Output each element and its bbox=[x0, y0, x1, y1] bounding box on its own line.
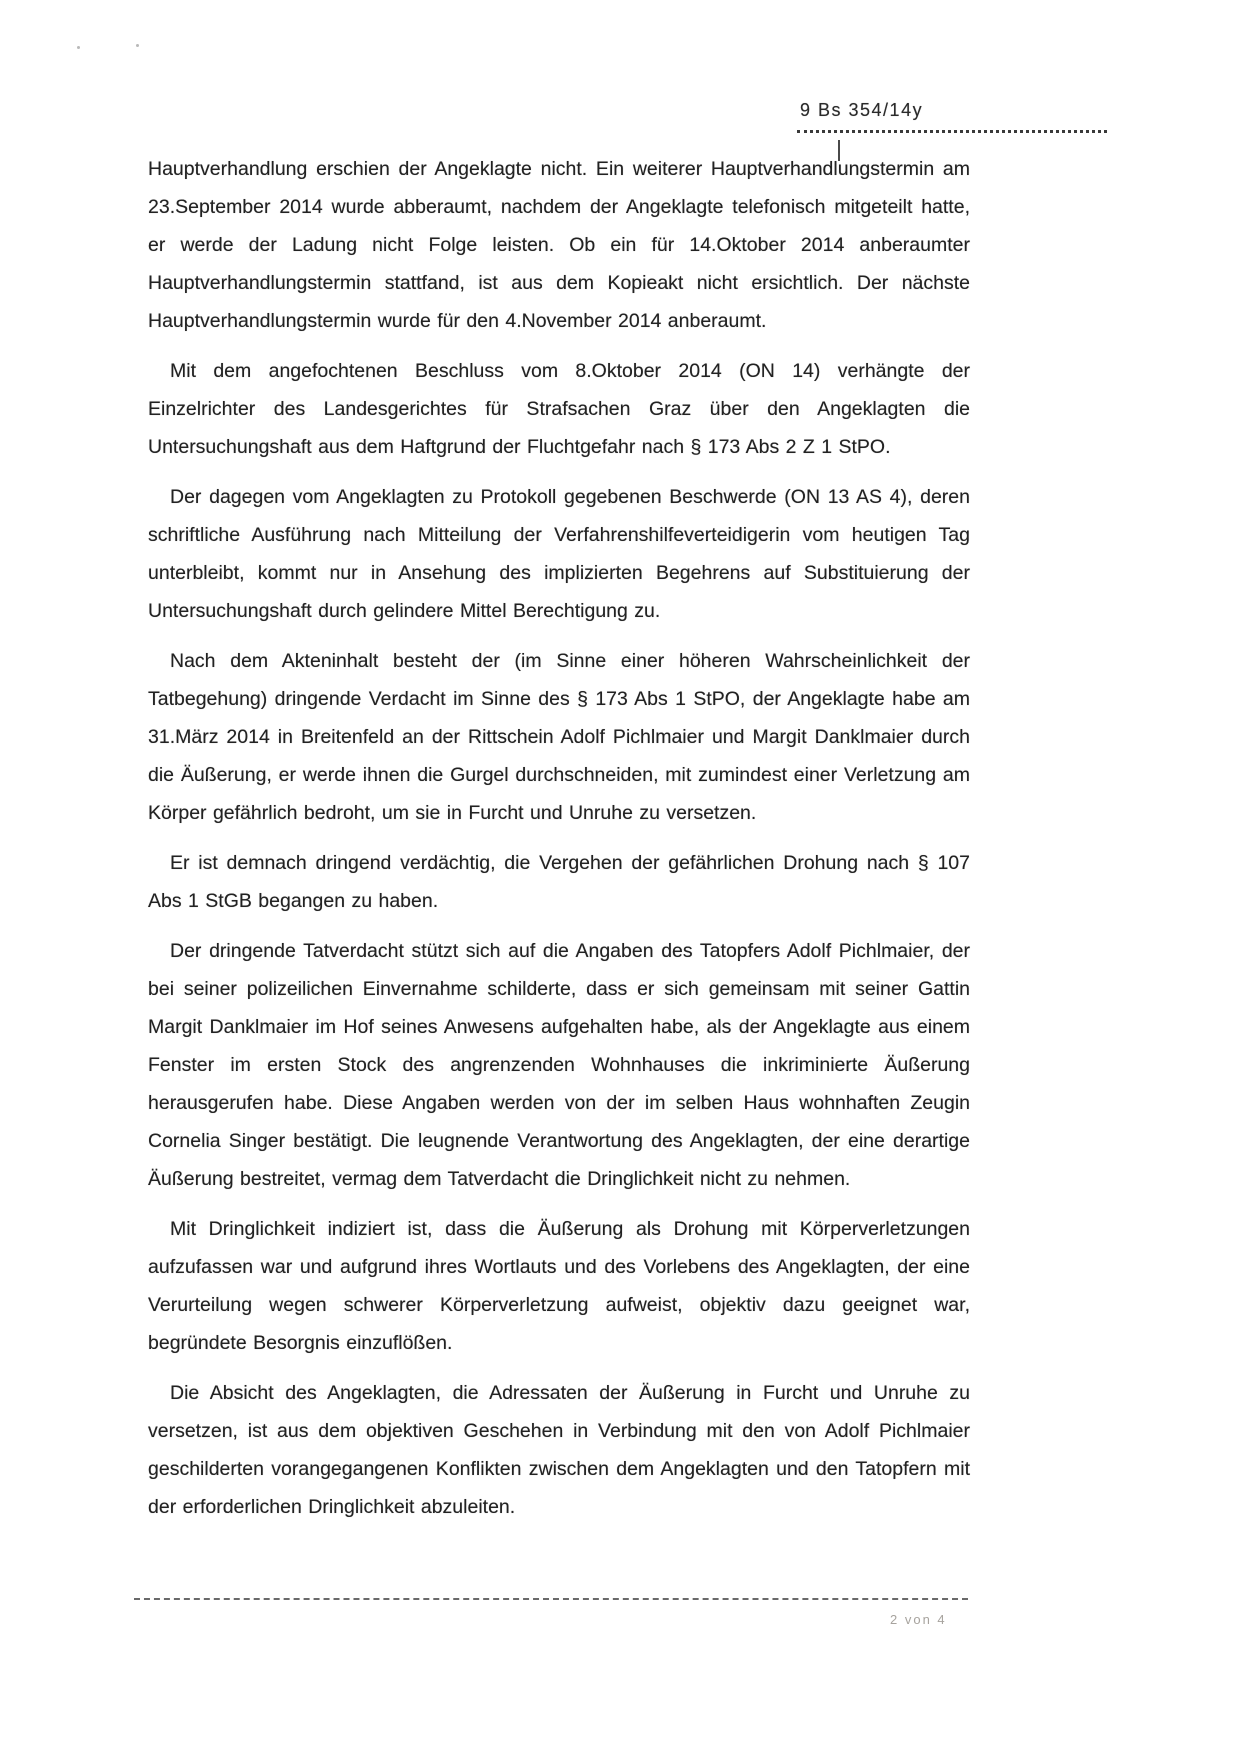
scan-artifact-dot bbox=[77, 46, 80, 49]
paragraph: Der dagegen vom Angeklagten zu Protokoll gegebenen Beschwerde (ON 13 AS 4), deren schriftliche Ausführung nach Mitteilung der Verfahrenshilfeverteidigerin vom heutigen Tag unterbleibt, kommt nur in Ansehung des implizierten Begehrens auf Substituierung der Untersuchungshaft durch gelindere Mittel Berechtigung zu. bbox=[148, 486, 970, 622]
case-reference-number: 9 Bs 354/14y bbox=[800, 100, 924, 120]
paragraph: Er ist demnach dringend verdächtig, die Vergehen der gefährlichen Drohung nach § 107 Abs 1 StGB begangen zu haben. bbox=[148, 852, 970, 912]
page-number-indicator: 2 von 4 bbox=[890, 1612, 947, 1627]
paragraph: Die Absicht des Angeklagten, die Adressaten der Äußerung in Furcht und Unruhe zu versetzen, ist aus dem objektiven Geschehen in Verbindung mit den von Adolf Pichlmaier geschilderten vorangegangenen Konflikten zwischen dem Angeklagten und den Tatopfern mit der erforderlichen Dringlichkeit abzuleiten. bbox=[148, 1382, 970, 1518]
reference-dotted-underline bbox=[797, 130, 1107, 133]
paragraph: Der dringende Tatverdacht stützt sich auf die Angaben des Tatopfers Adolf Pichlmaier, der bei seiner polizeilichen Einvernahme schilderte, dass er sich gemeinsam mit seiner Gattin Margit Danklmaier im Hof seines Anwesens aufgehalten habe, als der Angeklagte aus einem Fenster im ersten Stock des angrenzenden Wohnhauses die inkriminierte Äußerung herausgerufen habe. Diese Angaben werden von der im selben Haus wohnhaften Zeugin Cornelia Singer bestätigt. Die leugnende Verantwortung des Angeklagten, der eine derartige Äußerung bestreitet, vermag dem Tatverdacht die Dringlichkeit nicht zu nehmen. bbox=[148, 940, 970, 1190]
footer-dashed-rule bbox=[134, 1598, 968, 1600]
scan-artifact-dot bbox=[136, 44, 139, 47]
paragraph: Nach dem Akteninhalt besteht der (im Sinne einer höheren Wahrscheinlichkeit der Tatbegehung) dringende Verdacht im Sinne des § 173 Abs 1 StPO, der Angeklagte habe am 31.März 2014 in Breitenfeld an der Rittschein Adolf Pichlmaier und Margit Danklmaier durch die Äußerung, er werde ihnen die Gurgel durchschneiden, mit zumindest einer Verletzung am Körper gefährlich bedroht, um sie in Furcht und Unruhe zu versetzen. bbox=[148, 650, 970, 824]
paragraph: Mit Dringlichkeit indiziert ist, dass die Äußerung als Drohung mit Körperverletzungen aufzufassen war und aufgrund ihres Wortlauts und des Vorlebens des Angeklagten, der eine Verurteilung wegen schwerer Körperverletzung aufweist, objektiv dazu geeignet war, begründete Besorgnis einzuflößen. bbox=[148, 1218, 970, 1354]
paragraph: Hauptverhandlung erschien der Angeklagte nicht. Ein weiterer Hauptverhandlungstermin am 23.September 2014 wurde abberaumt, nachdem der Angeklagte telefonisch mitgeteilt hatte, er werde der Ladung nicht Folge leisten. Ob ein für 14.Oktober 2014 anberaumter Hauptverhandlungstermin stattfand, ist aus dem Kopieakt nicht ersichtlich. Der nächste Hauptverhandlungstermin wurde für den 4.November 2014 anberaumt. bbox=[148, 158, 970, 332]
paragraph: Mit dem angefochtenen Beschluss vom 8.Oktober 2014 (ON 14) verhängte der Einzelrichter des Landesgerichtes für Strafsachen Graz über den Angeklagten die Untersuchungshaft aus dem Haftgrund der Fluchtgefahr nach § 173 Abs 2 Z 1 StPO. bbox=[148, 360, 970, 458]
document-body bbox=[148, 150, 970, 1538]
